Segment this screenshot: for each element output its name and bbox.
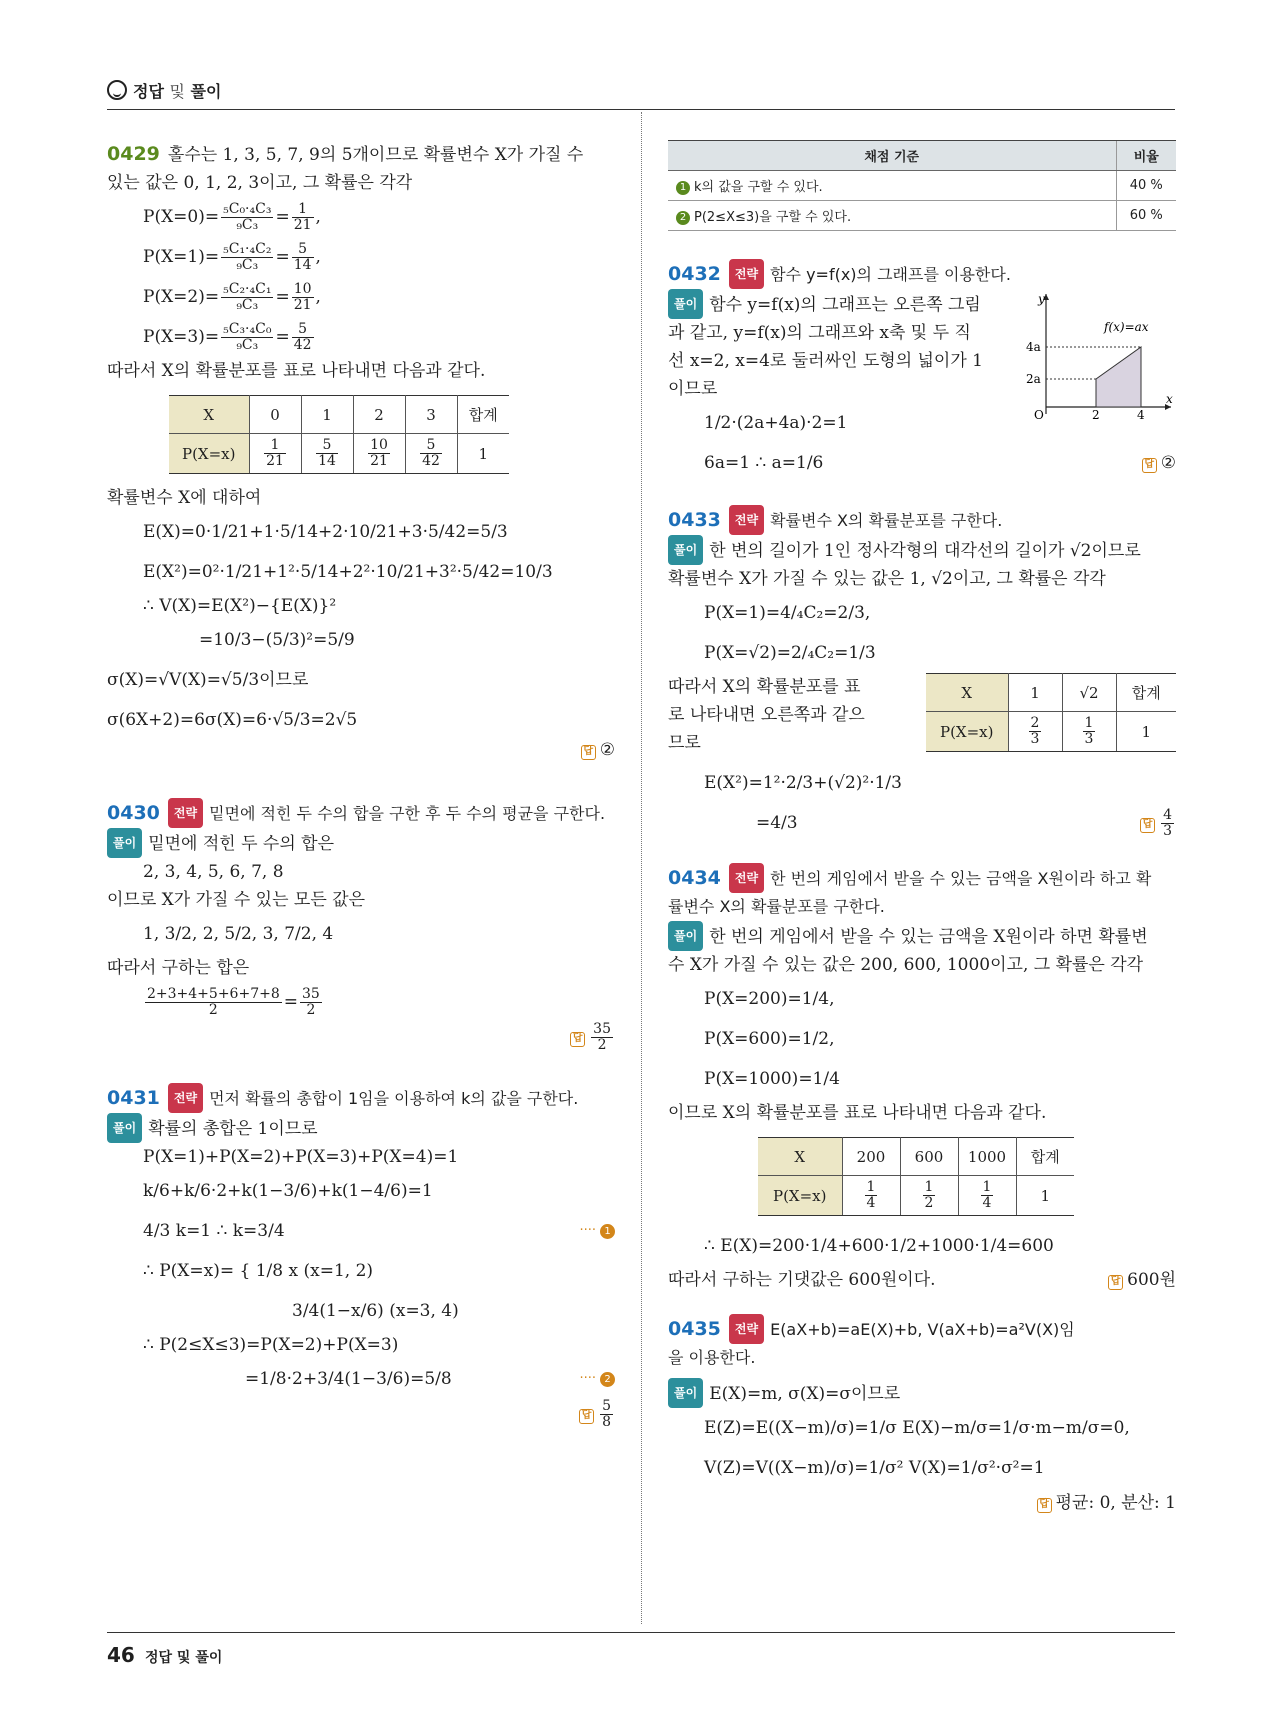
strategy-tag: 전략 <box>729 259 764 289</box>
answer-icon: 답 <box>1108 1275 1123 1290</box>
strategy-tag: 전략 <box>168 798 203 828</box>
strategy-text: 을 이용한다. <box>668 1348 756 1367</box>
problem-0429 <box>107 140 615 760</box>
answer-icon: 답 <box>581 745 596 760</box>
strategy-text: 률변수 X의 확률분포를 구한다. <box>668 897 885 916</box>
problem-number: 0435 <box>668 1318 721 1340</box>
solution-tag: 풀이 <box>668 535 703 565</box>
tick-label: 4 <box>1137 408 1145 419</box>
text-line: 밑면에 적힌 두 수의 합은 <box>148 834 335 854</box>
text-line: 확률변수 X가 가질 수 있는 값은 1, √2이고, 그 확률은 각각 <box>668 569 1106 589</box>
problem-number: 0433 <box>668 509 721 531</box>
answer: 답 ② <box>107 740 615 760</box>
result-line: =1/8·2+3/4(1−3/6)=5/8 ···· 2 <box>107 1359 615 1399</box>
answer: 답 $\frac{4}{3}$ <box>1140 803 1176 843</box>
variance-line: ∴ V(X)=E(X²)−{E(X)}² <box>143 596 337 616</box>
problem-number: 0432 <box>668 263 721 285</box>
equation-line: k/6+k/6·2+k(1−3/6)+k(1−4/6)=1 <box>143 1181 433 1201</box>
text-line: 2, 3, 4, 5, 6, 7, 8 <box>143 862 284 882</box>
problem-number: 0434 <box>668 867 721 889</box>
variance-line: V(Z)=V((X−m)/σ)=1/σ² V(X)=1/σ²·σ²=1 <box>704 1458 1045 1478</box>
prob-line: P(X=1000)=1/4 <box>704 1069 840 1089</box>
result-line: 6a=1 ∴ a=1/6 답 ② <box>668 443 1176 483</box>
problem-0433 <box>668 505 1176 843</box>
page-header <box>107 78 1175 110</box>
page-footer <box>107 1632 1175 1672</box>
k-line: 4/3 k=1 ∴ k=3/4 ···· 1 <box>107 1211 615 1251</box>
smiley-logo-icon <box>107 80 127 100</box>
problem-0434 <box>668 863 1176 1294</box>
problem-0432 <box>668 259 1176 483</box>
header-title: 정답 및 풀이 <box>133 82 222 101</box>
problem-0431 <box>107 1083 615 1430</box>
prob-line: P(X=√2)=2/₄C₂=1/3 <box>704 643 876 663</box>
strategy-tag: 전략 <box>168 1083 203 1113</box>
strategy-text: E(aX+b)=aE(X)+b, V(aX+b)=a²V(X)임 <box>770 1320 1075 1339</box>
result-line: 따라서 구하는 기댓값은 600원이다. 답 600원 <box>668 1266 1176 1294</box>
answer-icon: 답 <box>570 1032 585 1047</box>
prob-line: P(X=1)= $\frac{\text{₅C₁·₄C₂}}{\text{₉C₃}}$ = $\frac{5}{14}$ , <box>143 241 321 273</box>
text-line: 따라서 구하는 합은 <box>107 958 250 978</box>
function-graph <box>1026 289 1176 419</box>
answer-icon: 답 <box>1140 818 1155 833</box>
text-line: 로 나타내면 오른쪽과 같으 <box>668 705 865 725</box>
text-line: E(X)=m, σ(X)=σ이므로 <box>709 1384 901 1404</box>
solution-tag: 풀이 <box>107 828 142 858</box>
problem-number: 0430 <box>107 802 160 824</box>
distribution-table: X 200 600 1000 합계 P(X=x) $\frac{1}{4}$ $\frac{1}{2}$ $\frac{1}{4}$ 1 <box>758 1137 1074 1216</box>
step-marker: ···· 1 <box>579 1211 615 1251</box>
text-line: 확률의 총합은 1이므로 <box>148 1119 318 1139</box>
prob-line: P(X=0)= $\frac{\text{₅C₀·₄C₃}}{\text{₉C₃}}$ = $\frac{1}{21}$ , <box>143 201 321 233</box>
strategy-text: 한 번의 게임에서 받을 수 있는 금액을 X원이라 하고 확 <box>770 869 1152 888</box>
answer-icon: 답 <box>1037 1498 1052 1513</box>
problem-0430 <box>107 798 615 1053</box>
sum-line: $\frac{2+3+4+5+6+7+8}{2}$ = $\frac{35}{2}$ <box>147 986 320 1018</box>
solution-tag: 풀이 <box>107 1113 142 1143</box>
distribution-table: X 1 √2 합계 P(X=x) $\frac{2}{3}$ $\frac{1}{3}$ 1 <box>926 673 1176 752</box>
intro-line: 홀수는 1, 3, 5, 7, 9의 5개이므로 확률변수 X가 가질 수 <box>167 145 584 165</box>
intro-line: 있는 값은 0, 1, 2, 3이고, 그 확률은 각각 <box>107 173 413 193</box>
strategy-text: 함수 y=f(x)의 그래프를 이용한다. <box>770 265 1011 284</box>
text-line: 수 X가 가질 수 있는 값은 200, 600, 1000이고, 그 확률은 각각 <box>668 955 1144 975</box>
text-line: 함수 y=f(x)의 그래프는 오른쪽 그림 <box>709 295 981 315</box>
tick-label: 2 <box>1092 408 1100 419</box>
area-equation: 1/2·(2a+4a)·2=1 <box>704 413 848 433</box>
values-line: 1, 3/2, 2, 5/2, 3, 7/2, 4 <box>143 924 334 944</box>
text-line: 므로 <box>668 733 701 753</box>
text-line: 이므로 X가 가질 수 있는 모든 값은 <box>107 890 366 910</box>
strategy-tag: 전략 <box>729 505 764 535</box>
tick-label: 2a <box>1026 372 1041 386</box>
footer-label: 정답 및 풀이 <box>145 1650 223 1666</box>
left-column <box>107 140 615 1430</box>
problem-0435 <box>668 1314 1176 1513</box>
text-line: 한 번의 게임에서 받을 수 있는 금액을 X원이라 하면 확률변 <box>709 927 1148 947</box>
answer: 답 $\frac{5}{8}$ <box>107 1399 615 1430</box>
variance-line: =10/3−(5/3)²=5/9 <box>199 630 355 650</box>
prob-line: P(X=200)=1/4, <box>704 989 835 1009</box>
text-line: 선 x=2, x=4로 둘러싸인 도형의 넓이가 1 <box>668 351 984 371</box>
page-number: 46 <box>107 1643 135 1667</box>
answer-icon: 답 <box>579 1409 594 1424</box>
text-line: 이므로 <box>668 379 718 399</box>
expectation-line: ∴ E(X)=200·1/4+600·1/2+1000·1/4=600 <box>704 1236 1054 1256</box>
expectation-line: E(Z)=E((X−m)/σ)=1/σ E(X)−m/σ=1/σ·m−m/σ=0, <box>704 1418 1130 1438</box>
equation-line: ∴ P(2≤X≤3)=P(X=2)+P(X=3) <box>143 1335 399 1355</box>
strategy-text: 먼저 확률의 총합이 1임을 이용하여 k의 값을 구한다. <box>209 1089 579 1108</box>
origin-label: O <box>1034 408 1044 419</box>
text-line: 과 같고, y=f(x)의 그래프와 x축 및 두 직 <box>668 323 971 343</box>
column-divider <box>641 112 642 1624</box>
prob-line: P(X=3)= $\frac{\text{₅C₃·₄C₀}}{\text{₉C₃}}$ = $\frac{5}{42}$ <box>143 321 312 353</box>
problem-number: 0431 <box>107 1087 160 1109</box>
answer-icon: 답 <box>1142 458 1157 473</box>
y-axis-label: y <box>1038 292 1045 306</box>
x-axis-label: x <box>1166 392 1173 406</box>
prob-line: P(X=2)= $\frac{\text{₅C₂·₄C₁}}{\text{₉C₃}}$ = $\frac{10}{21}$ , <box>143 281 321 313</box>
sigma-line: σ(6X+2)=6σ(X)=6·√5/3=2√5 <box>107 710 358 730</box>
solution-tag: 풀이 <box>668 289 703 319</box>
answer: 답 600원 <box>1108 1266 1176 1294</box>
function-label: f(x)=ax <box>1104 320 1149 334</box>
solution-tag: 풀이 <box>668 921 703 951</box>
answer: 답 $\frac{35}{2}$ <box>107 1022 615 1053</box>
distribution-table: X 0 1 2 3 합계 P(X=x) $\frac{1}{21}$ $\frac{5}{14}$ $\frac{10}{21}$ $\frac{5}{42}$ 1 <box>169 395 509 474</box>
step-marker: ···· 2 <box>579 1359 615 1399</box>
text-line: 확률변수 X에 대하여 <box>107 488 262 508</box>
strategy-text: 확률변수 X의 확률분포를 구한다. <box>770 511 1003 530</box>
expectation-line: E(X²)=1²·2/3+(√2)²·1/3 <box>704 773 902 793</box>
answer: 답 ② <box>1142 443 1176 483</box>
expectation-sq-line: E(X²)=0²·1/21+1²·5/14+2²·10/21+3²·5/42=10/3 <box>143 562 553 582</box>
pmf-line: 3/4(1−x/6) (x=3, 4) <box>292 1301 459 1321</box>
strategy-tag: 전략 <box>729 1314 764 1344</box>
tick-label: 4a <box>1026 340 1041 354</box>
text-line: 이므로 X의 확률분포를 표로 나타내면 다음과 같다. <box>668 1103 1047 1123</box>
text-line: 따라서 X의 확률분포를 표 <box>668 677 861 697</box>
problem-number: 0429 <box>107 143 160 165</box>
answer: 답 평균: 0, 분산: 1 <box>668 1488 1176 1513</box>
grading-rubric: 채점 기준 비율 1 k의 값을 구할 수 있다. 40 % 2 P(2≤X≤3)을 구할 수 있다. 60 % <box>668 140 1176 231</box>
text-line: 따라서 X의 확률분포를 표로 나타내면 다음과 같다. <box>107 361 486 381</box>
prob-line: P(X=600)=1/2, <box>704 1029 835 1049</box>
expectation-line: E(X)=0·1/21+1·5/14+2·10/21+3·5/42=5/3 <box>143 522 508 542</box>
pmf-line: ∴ P(X=x)= { 1/8 x (x=1, 2) <box>143 1261 374 1281</box>
text-line: 한 변의 길이가 1인 정사각형의 대각선의 길이가 √2이므로 <box>709 541 1141 561</box>
strategy-tag: 전략 <box>729 863 764 893</box>
prob-line: P(X=1)=4/₄C₂=2/3, <box>704 603 871 623</box>
result-line: =4/3 답 $\frac{4}{3}$ <box>668 803 1176 843</box>
right-column <box>668 140 1176 1513</box>
strategy-text: 밑면에 적힌 두 수의 합을 구한 후 두 수의 평균을 구한다. <box>209 804 606 823</box>
sigma-line: σ(X)=√V(X)=√5/3이므로 <box>107 670 309 690</box>
equation-line: P(X=1)+P(X=2)+P(X=3)+P(X=4)=1 <box>143 1147 459 1167</box>
solution-tag: 풀이 <box>668 1378 703 1408</box>
